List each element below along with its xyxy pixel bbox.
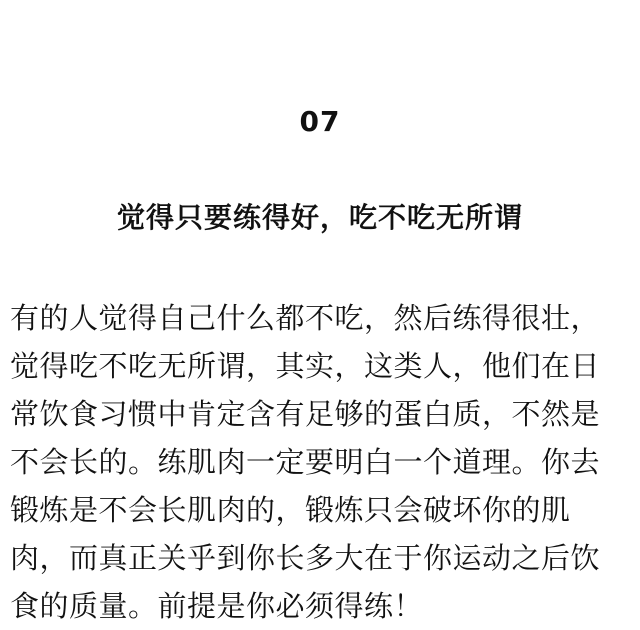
body-line-3: 常饮食习惯中肯定含有足够的蛋白质，不然是: [10, 397, 601, 431]
body-line-6: 肉，而真正关乎到你长多大在于你运动之后饮: [10, 541, 601, 575]
section-number: 07: [299, 105, 341, 138]
body-line-4: 不会长的。练肌肉一定要明白一个道理。你去: [10, 445, 601, 479]
body-line-7: 食的质量。前提是你必须得练！: [10, 589, 424, 623]
body-line-2: 觉得吃不吃无所谓，其实，这类人，他们在日: [10, 349, 601, 383]
body-line-1: 有的人觉得自己什么都不吃，然后练得很壮，: [10, 301, 601, 335]
section-title: 觉得只要练得好，吃不吃无所谓: [116, 201, 523, 234]
article-body: [10, 294, 636, 630]
body-line-5: 锻炼是不会长肌肉的，锻炼只会破坏你的肌: [10, 493, 571, 527]
